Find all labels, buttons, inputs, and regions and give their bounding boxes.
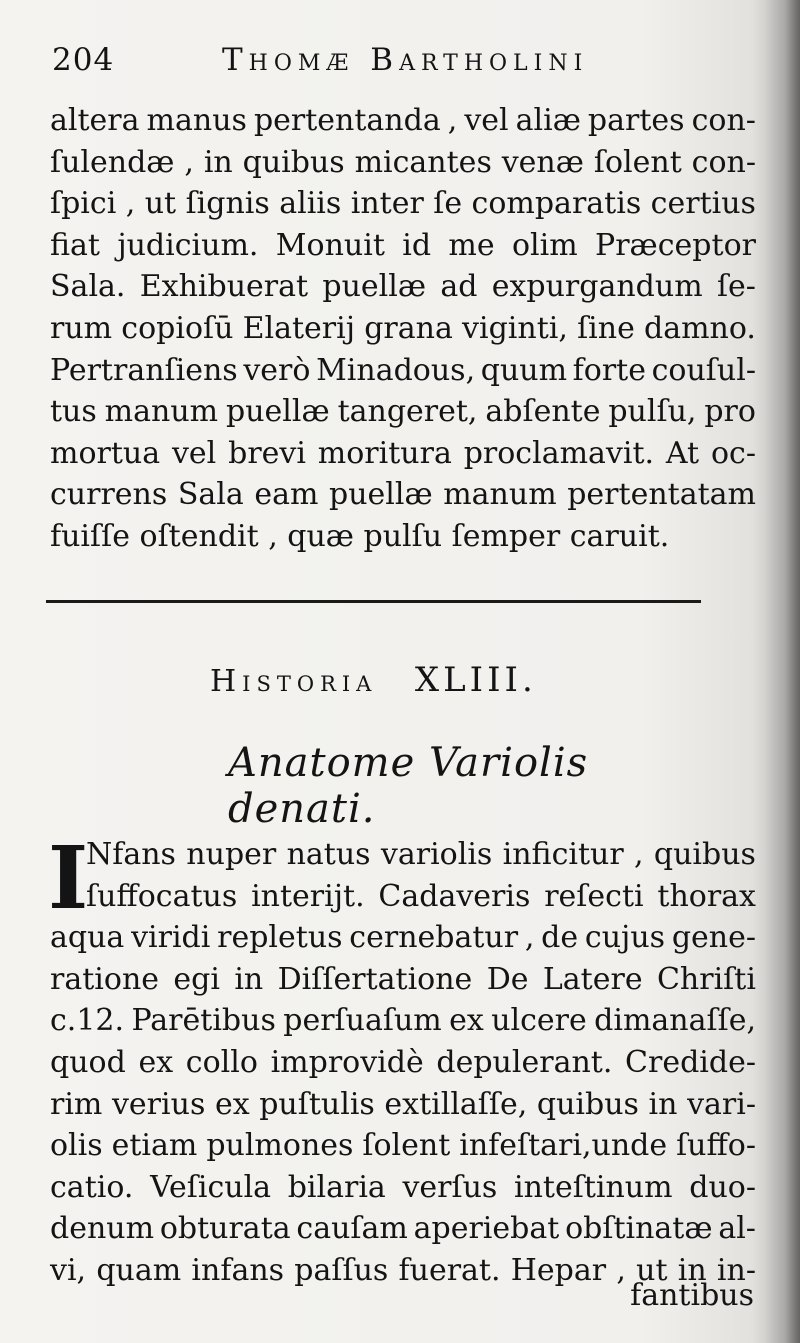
word: dimanaſſe, [594,1003,756,1039]
word: expurgandum [491,269,703,305]
text-line [50,1167,756,1209]
word: verius [111,1086,206,1122]
word: altera [50,103,140,138]
text-line [50,834,756,876]
word: ſuffocatus [86,878,238,914]
word: collo [185,1044,258,1080]
word: eam [254,477,319,513]
word: ulcere [491,1003,587,1039]
word: cujus [584,920,666,956]
word: couſul- [651,352,756,388]
word: Elaterij [242,310,356,346]
word: Præceptor [595,227,756,263]
text-line [50,876,756,918]
section-subtitle: Anatome Variolis denati. [228,740,589,832]
word: c.12. [50,1003,125,1039]
word: repletus [217,920,343,956]
word: olis [50,1128,103,1164]
word: improvidè [270,1044,424,1080]
word: , [447,103,458,138]
word: , [524,920,535,956]
word: infeſtari,unde [459,1128,668,1164]
word: Parētibus [131,1003,276,1039]
word: cernebatur [349,920,519,956]
word: obſtinatæ [565,1211,713,1247]
word: puſtulis [259,1086,375,1122]
word: pertentanda [253,103,441,138]
word: inteſtinum [514,1169,673,1205]
word: quibus [242,144,345,180]
word: ſe- [716,269,756,305]
word: de [541,920,579,956]
word: olim [511,227,578,263]
word: pro [704,394,756,430]
word: De [486,961,529,997]
word: inficitur [502,837,624,872]
word: quod [50,1044,126,1080]
word: vel [171,435,217,471]
word: nuper [186,837,277,872]
word: currens [50,477,168,513]
word: , [634,837,644,872]
word: obturata [159,1211,291,1247]
word: , [184,144,194,180]
drop-capital: I [48,828,89,929]
word: ſignis [185,186,270,222]
text-line [50,142,756,184]
word: brevi [228,435,306,471]
word: partes [587,103,685,138]
word: Monuit [275,227,385,263]
word: etiam [111,1128,198,1164]
word: proclamavit. [463,435,655,471]
word: pulmones [206,1128,354,1164]
word: certius [650,186,756,222]
word: interijt. [251,878,365,914]
paragraph-1 [50,100,756,558]
word: vari- [687,1086,756,1122]
word: puellæ [328,477,433,513]
word: comparatis [471,186,642,222]
text-line [50,350,756,392]
text-line [50,225,756,267]
word: oc- [710,435,756,471]
text-line [50,1042,756,1084]
word: in [648,1086,678,1122]
word: thorax [657,878,756,914]
word: gene- [671,920,756,956]
text-line [50,266,756,308]
word: catio. [50,1169,134,1205]
word: depulerant. [436,1044,613,1080]
word: mortua [50,435,161,471]
word: , [616,1252,626,1288]
text-line: fuiſſe oſtendit , quæ pulſu ſemper caruit. [50,518,670,554]
word: extillaſſe, [384,1086,528,1122]
section-heading [210,660,630,700]
text-line [50,1208,756,1250]
word: viridi [131,920,211,956]
word: natus [286,837,371,872]
text-line [50,1084,756,1126]
word: ratione [50,961,160,997]
text-line [50,474,756,516]
catchword: fantibus [630,1278,754,1313]
word: ut [144,186,177,222]
text-line [50,100,756,142]
text-line [50,308,756,350]
word: con- [691,144,756,180]
word: ſpici [50,186,117,222]
word: in [203,144,233,180]
word: vel [464,103,509,138]
word: duo- [689,1169,756,1205]
word: al- [718,1211,756,1247]
word: con- [691,103,756,138]
word: in [677,1252,707,1288]
text-line [50,391,756,433]
word: aliis [279,186,342,222]
word: micantes [354,144,492,180]
word: Exhibuerat [139,269,309,305]
word: manum [443,477,557,513]
word: aliæ [515,103,581,138]
section-divider [46,600,701,603]
word: ſolent [362,1128,451,1164]
word: pulſu, [608,394,697,430]
word: pertentatam [567,477,756,513]
word: ſolent [593,144,682,180]
word: viginti, [462,310,568,346]
word: , [125,186,136,222]
word: Minadous, [316,352,476,388]
word: Pertranſiens [50,352,238,388]
paragraph-2 [48,828,756,1292]
word: ex [449,1003,484,1039]
word: me [448,227,495,263]
word: ex [214,1086,250,1122]
word: variolis [380,837,493,872]
word: ut [636,1252,668,1288]
word: Sala. [50,269,126,305]
word: quibus [653,837,756,872]
word: infans [191,1252,285,1288]
page-gutter-shadow [764,0,800,1343]
page-number: 204 [52,42,115,78]
word: puellæ [226,394,330,430]
word: grana [364,310,453,346]
word: ſulendæ [50,144,175,180]
word: bilaria [287,1169,386,1205]
word: Sala [177,477,244,513]
word: Latere [542,961,643,997]
text-line [50,959,756,1001]
word: aperiebat [413,1211,560,1247]
word: Hepar [510,1252,607,1288]
word: At [665,435,700,471]
text-line [50,183,756,225]
word: verſus [402,1169,498,1205]
word: ſine [577,310,635,346]
word: moritura [317,435,452,471]
word: vi, [50,1252,87,1288]
word: egi [173,961,220,997]
word: fiat [50,227,100,263]
word: id [402,227,432,263]
word: perſuaſum [283,1003,442,1039]
word: tus [50,394,97,430]
word: in [234,961,264,997]
word: copioſū [121,310,234,346]
word: paſſus [294,1252,389,1288]
text-line [50,433,756,475]
text-line [50,1125,756,1167]
word: ſuffo- [676,1128,756,1164]
word: damno. [644,310,756,346]
word: cauſam [296,1211,408,1247]
running-title: Thomæ Bartholini [222,42,589,78]
word: reſecti [544,878,644,914]
word: ſe [433,186,463,222]
word: manus [146,103,247,138]
word: forte [572,352,646,388]
text-line [50,1000,756,1042]
section-label: Historia [210,664,378,699]
word: inter [350,186,424,222]
running-head [52,42,752,92]
word: manum [104,394,219,430]
word: Nfans [86,837,176,872]
word: venæ [501,144,584,180]
word: puellæ [322,269,427,305]
word: tangeret, [337,394,478,430]
word: judicium. [117,227,259,263]
word: verò [243,352,311,388]
word: Diſſertatione [277,961,473,997]
word: ad [440,269,478,305]
word: rum [50,310,113,346]
word: denum [50,1211,155,1247]
word: Credide- [625,1044,756,1080]
word: fuerat. [398,1252,501,1288]
word: in- [716,1252,756,1288]
text-line [50,917,756,959]
word: rim [50,1086,103,1122]
word: quibus [536,1086,639,1122]
word: quum [480,352,568,388]
word: Veſicula [150,1169,272,1205]
section-number: XLIII. [414,660,537,700]
word: quam [96,1252,182,1288]
word: Chriſti [656,961,756,997]
word: abſente [485,394,601,430]
word: aqua [50,920,125,956]
word: ex [138,1044,174,1080]
word: Cadaveris [378,878,531,914]
